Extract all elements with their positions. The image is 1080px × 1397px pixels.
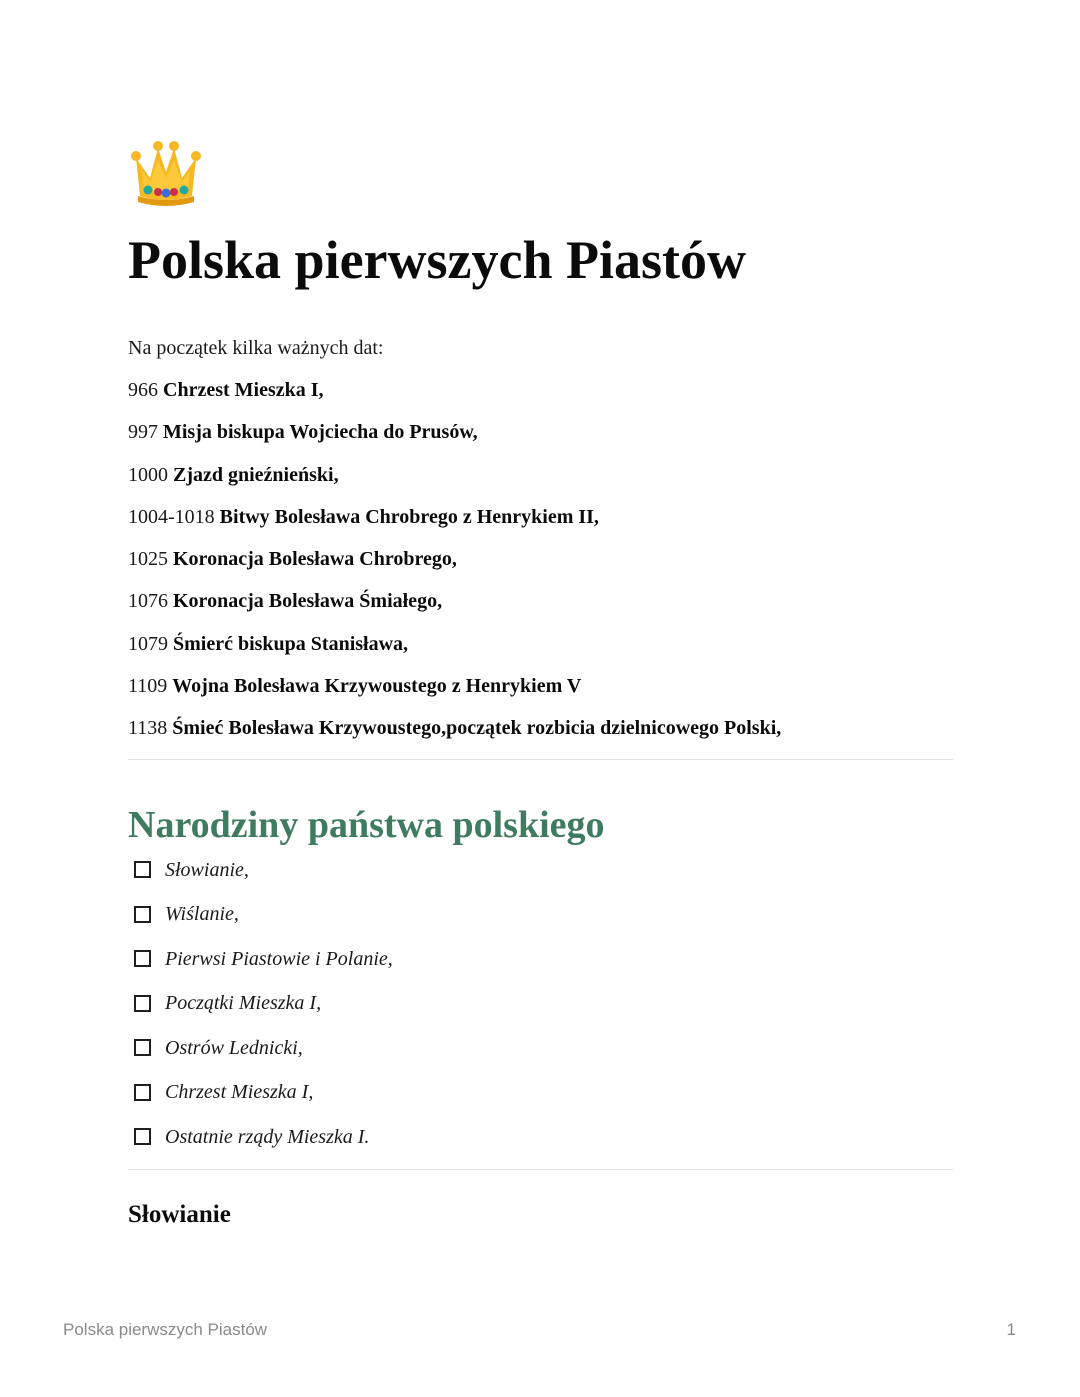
checklist-item <box>128 1125 953 1149</box>
date-item <box>128 378 953 402</box>
dates-list <box>128 378 953 740</box>
date-event: Koronacja Bolesława Chrobrego, <box>173 548 457 571</box>
date-item <box>128 632 953 656</box>
checkbox[interactable] <box>134 950 151 967</box>
date-item <box>128 420 953 444</box>
checklist-item-label: Pierwsi Piastowie i Polanie, <box>165 947 393 970</box>
date-event: Zjazd gnieźnieński, <box>173 463 339 486</box>
date-event: Misja biskupa Wojciecha do Prusów, <box>163 421 478 444</box>
date-year: 1076 <box>128 590 168 613</box>
date-event: Wojna Bolesława Krzywoustego z Henrykiem V <box>172 675 582 698</box>
checklist-item <box>128 991 953 1015</box>
checkbox[interactable] <box>134 861 151 878</box>
date-item <box>128 505 953 529</box>
date-year: 1025 <box>128 548 168 571</box>
crown-icon <box>128 138 204 210</box>
checklist-item-label: Słowianie, <box>165 858 249 881</box>
subheading: Słowianie <box>128 1201 231 1229</box>
checklist-item <box>128 1036 953 1060</box>
date-event: Chrzest Mieszka I, <box>163 379 324 401</box>
date-item <box>128 547 953 571</box>
checklist-item-label: Wiślanie, <box>165 903 239 926</box>
date-year: 1004-1018 <box>128 505 215 528</box>
checkbox[interactable] <box>134 1128 151 1145</box>
checklist-item <box>128 858 953 882</box>
checklist-item <box>128 902 953 926</box>
checkbox[interactable] <box>134 1039 151 1056</box>
date-year: 1109 <box>128 675 168 698</box>
checklist-item-label: Ostatnie rządy Mieszka I. <box>165 1125 370 1148</box>
checklist-item-label: Początki Mieszka I, <box>165 992 322 1015</box>
page-title: Polska pierwszych Piastów <box>128 230 746 290</box>
checklist-item-label: Ostrów Lednicki, <box>165 1036 303 1059</box>
date-event: Koronacja Bolesława Śmiałego, <box>173 590 443 613</box>
date-event: Śmierć biskupa Stanisława, <box>173 632 409 655</box>
date-year: 966 <box>128 379 158 401</box>
divider <box>128 759 953 760</box>
checklist-item <box>128 1080 953 1104</box>
checkbox[interactable] <box>134 906 151 923</box>
checkbox[interactable] <box>134 1084 151 1101</box>
date-year: 1079 <box>128 632 168 655</box>
date-year: 1000 <box>128 463 168 486</box>
footer-title: Polska pierwszych Piastów <box>63 1320 268 1339</box>
section-heading: Narodziny państwa polskiego <box>128 803 605 846</box>
date-item <box>128 589 953 613</box>
checkbox[interactable] <box>134 995 151 1012</box>
page-number: 1 <box>1006 1320 1016 1339</box>
date-item <box>128 716 953 740</box>
date-event: Śmieć Bolesława Krzywoustego,początek rozbicia dzielnicowego Polski, <box>172 717 782 740</box>
page-footer <box>63 1319 1016 1341</box>
intro-text: Na początek kilka ważnych dat: <box>128 337 384 359</box>
divider <box>128 1169 953 1170</box>
checklist <box>128 858 953 1149</box>
date-event: Bitwy Bolesława Chrobrego z Henrykiem II, <box>219 505 599 528</box>
date-year: 997 <box>128 421 158 444</box>
date-item <box>128 674 953 698</box>
checklist-item-label: Chrzest Mieszka I, <box>165 1081 314 1104</box>
date-item <box>128 463 953 487</box>
date-year: 1138 <box>128 717 168 740</box>
checklist-item <box>128 947 953 971</box>
document-page <box>128 138 953 1230</box>
